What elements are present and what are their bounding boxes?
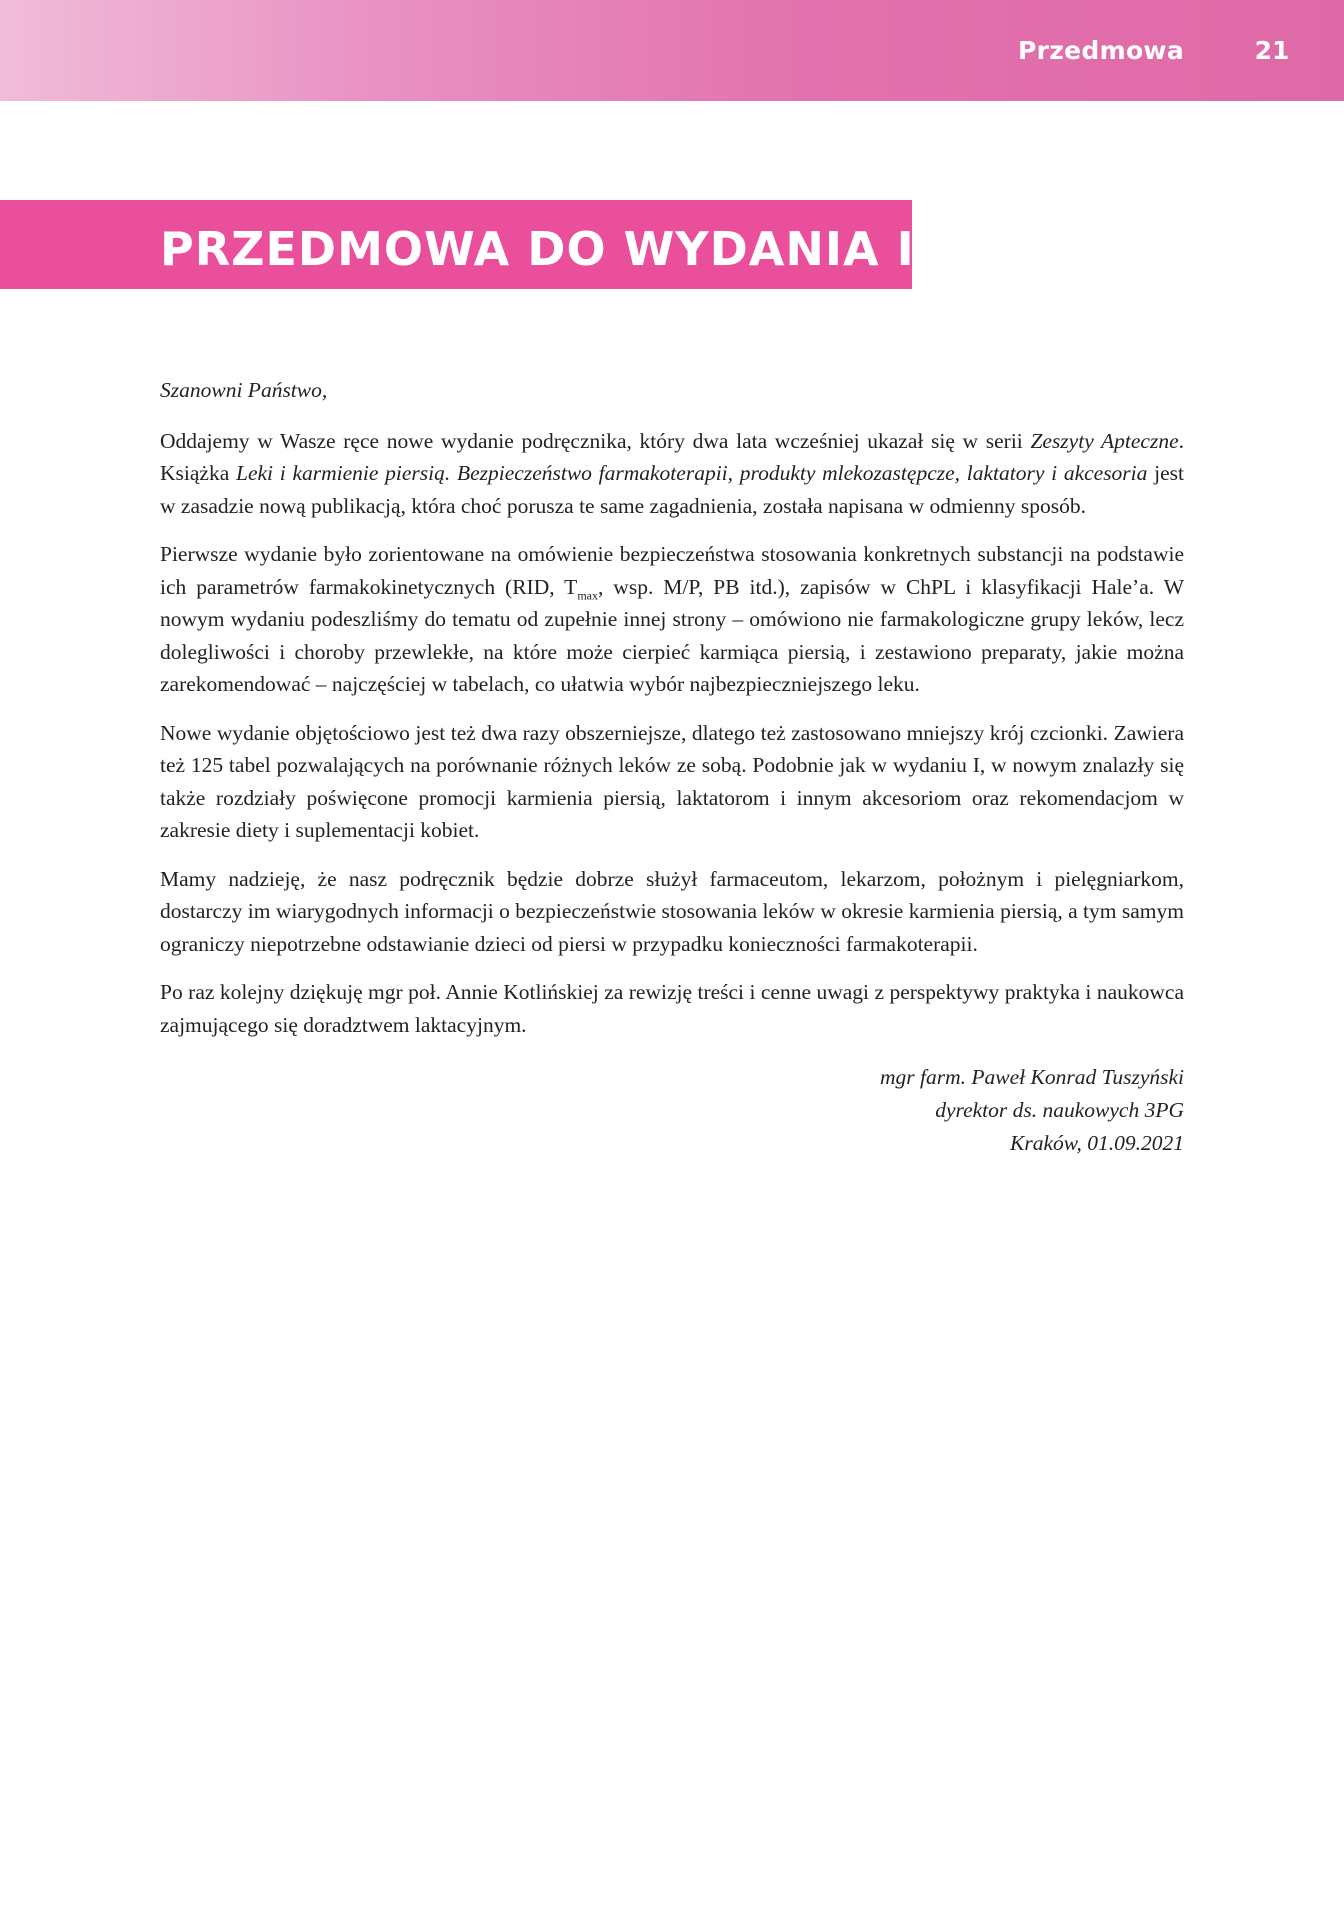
paragraph-2 <box>160 538 1184 701</box>
paragraph-3: Nowe wydanie objętościowo jest też dwa razy obszerniejsze, dlatego też zastosowano mniejszy krój czcionki. Zawiera też 125 tabel pozwalających na porównanie różnych leków ze sobą. Podobnie jak w wydaniu I, w nowym znalazły się także rozdziały poświęcone promocji karmienia piersią, laktatorom i innym akcesoriom oraz rekomendacjom w zakresie diety i suplementacji kobiet. <box>160 720 1184 842</box>
book-title: Leki i karmienie piersią. Bezpieczeństwo farmakoterapii, produkty mlekozastępcze, laktatory i akcesoria <box>235 461 1148 485</box>
paragraph-1-part-1: Oddajemy w Wasze ręce nowe wydanie podręcznika, który dwa lata wcześniej ukazał się w serii <box>160 428 1031 453</box>
signature-name: mgr farm. Paweł Konrad Tuszyński <box>879 1065 1184 1089</box>
signature-place-date: Kraków, 01.09.2021 <box>1010 1131 1184 1155</box>
salutation: Szanowni Państwo, <box>160 378 328 402</box>
paragraph-5: Po raz kolejny dziękuję mgr poł. Annie Kotlińskiej za rewizję treści i cenne uwagi z perspektywy praktyka i naukowca zajmującego się doradztwem laktacyjnym. <box>160 980 1184 1037</box>
page-number: 21 <box>1254 36 1290 65</box>
signature-block <box>160 1061 1184 1160</box>
series-title: Zeszyty Apteczne <box>1030 428 1179 453</box>
paragraph-4: Mamy nadzieję, że nasz podręcznik będzie dobrze służył farmaceutom, lekarzom, położnym i pielęgniarkom, dostarczy im wiarygodnych informacji o bezpieczeństwie stosowania leków w okresie karmienia piersią, a tym samym ograniczy niepotrzebne odstawianie dzieci od piersi w przypadku konieczności farmakoterapii. <box>160 866 1184 956</box>
tmax-subscript: max <box>577 587 598 602</box>
paragraph-2-part-3: , wsp. M/P, PB itd.), zapisów w ChPL i klasyfikacji Hale’a. W nowym wydaniu podeszliśmy do tematu od zupełnie innej strony – omówiono nie farmakologiczne grupy leków, lecz dolegliwości i choroby przewlekłe, na które może cierpieć karmiąca piersią, i zestawiono preparaty, jakie można zarekomendować – najczęściej w tabelach, co ułatwia wybór najbezpieczniejszego leku. <box>160 574 1184 696</box>
header-band <box>0 0 1344 101</box>
paragraph-1 <box>160 425 1184 523</box>
preface-body <box>160 374 1184 1160</box>
title-banner <box>0 200 933 289</box>
running-head: Przedmowa <box>1018 36 1184 65</box>
paragraph-1-part-5: jest w zasadzie nową publikacją, która choć porusza te same zagadnienia, została napisana w odmienny sposób. <box>160 461 1184 518</box>
paragraph-2-part-1: Pierwsze wydanie było zorientowane na omówienie bezpieczeństwa stosowania konkretnych substancji na podstawie ich parametrów farmakokinetycznych (RID, T <box>160 542 1184 599</box>
signature-role: dyrektor ds. naukowych 3PG <box>935 1098 1184 1122</box>
page-title: PRZEDMOWA DO WYDANIA II <box>160 222 933 276</box>
paragraph-1-part-3: . Książka <box>160 428 1184 485</box>
